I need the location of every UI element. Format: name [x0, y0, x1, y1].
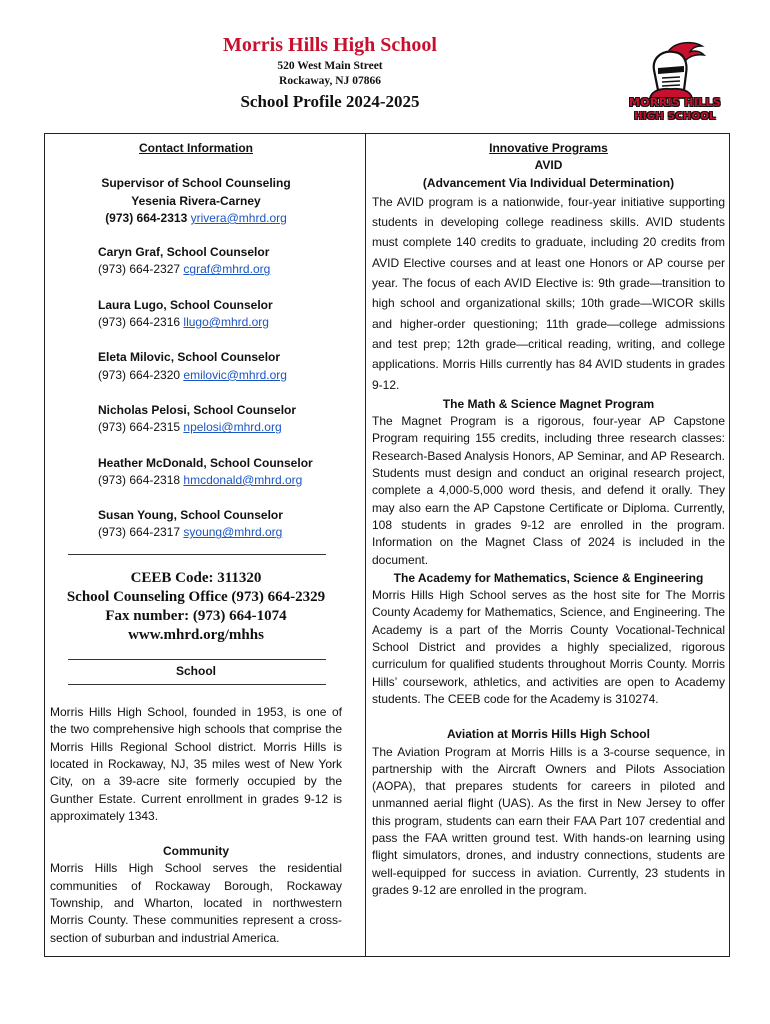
knight-helmet-icon — [622, 40, 728, 100]
profile-title: School Profile 2024-2025 — [240, 92, 420, 111]
counselor-email-link[interactable]: npelosi@mhrd.org — [183, 420, 282, 435]
fax-number: Fax number: (973) 664-1074 — [105, 607, 287, 624]
column-divider — [365, 133, 366, 957]
right-column — [372, 140, 725, 899]
school-info-block — [50, 569, 342, 645]
counselor-name: Heather McDonald, School Counselor — [98, 455, 313, 470]
counselor-email-link[interactable]: syoung@mhrd.org — [183, 525, 283, 540]
magnet-description: The Magnet Program is a rigorous, four-year AP Capstone Program requiring 155 credits, including three research classes: Research-Based Analysis Honors, AP Seminar, and AP Research. Students must design and conduct an original research project, complete a 4,000-5,000 word thesis, and defend it orally. They may also earn the AP Capstone Certificate or Diploma. Currently, 108 students in grades 9-12 are enrolled in the program. Information on the Magnet Class of 2024 is included in the document. — [372, 414, 725, 567]
supervisor-block — [50, 175, 342, 227]
supervisor-name: Yesenia Rivera-Carney — [131, 193, 261, 208]
avid-description: The AVID program is a nationwide, four-year initiative supporting students in developing college readiness skills. AVID students must complete 140 credits to graduate, including 20 credits from AVID Elective courses and at least one Honors or AP course per year. The focus of each AVID Elective is: 9th grade—transition to high school and organizational skills; 10th grade—WICOR skills and higher-order questioning; 11th grade—college admissions and test prep; 12th grade—critical reading, writing, and college applications. Morris Hills currently has 84 AVID students in grades 9-12. — [372, 194, 725, 392]
community-heading: Community — [163, 844, 229, 859]
academy-description: Morris Hills High School serves as the host site for The Morris County Academy for Mathematics, Science, and Engineering. The Academy is a part of the Morris County Vocational-Technical School District and provides a highly specialized, rigorous curriculum for qualified students throughout Morris County. Morris Hills’ coursework, athletics, and activities are open to Academy students. The CEEB code for the Academy is 310274. — [372, 588, 725, 706]
counselor-phone: (973) 664-2318 — [98, 472, 181, 487]
aviation-title: Aviation at Morris Hills High School — [447, 727, 650, 742]
counselor-contact — [50, 244, 342, 279]
school-heading: School — [175, 663, 216, 678]
website-url: www.mhrd.org/mhhs — [128, 626, 264, 643]
counselor-contact — [50, 297, 342, 332]
contact-info-heading: Contact Information — [139, 141, 253, 155]
counselor-name: Eleta Milovic, School Counselor — [98, 350, 281, 365]
counselor-name: Laura Lugo, School Counselor — [98, 297, 273, 312]
counselor-name: Caryn Graf, School Counselor — [98, 245, 270, 260]
counselor-name: Susan Young, School Counselor — [98, 508, 283, 523]
programs-heading: Innovative Programs — [489, 141, 608, 155]
counselor-email-link[interactable]: cgraf@mhrd.org — [183, 262, 271, 277]
counselor-name: Nicholas Pelosi, School Counselor — [98, 402, 297, 417]
counselor-phone: (973) 664-2320 — [98, 367, 181, 382]
logo-text-bottom: HIGH SCHOOL — [634, 111, 716, 122]
school-description: Morris Hills High School, founded in 1953, is one of the two comprehensive high schools that comprise the Morris Hills Regional School district. Morris Hills is located in Rockaway, NJ, 35 miles west of New York City, on a 39-acre site formerly occupied by the Gunther Estate. Current enrollment in grades 9-12 is approximately 1343. — [50, 705, 342, 823]
counselor-phone: (973) 664-2316 — [98, 315, 181, 330]
counselor-email-link[interactable]: llugo@mhrd.org — [183, 315, 269, 330]
counselor-phone: (973) 664-2327 — [98, 262, 181, 277]
school-logo — [622, 40, 728, 128]
aviation-description: The Aviation Program at Morris Hills is a 3-course sequence, in partnership with the Aircraft Owners and Pilots Association (AOPA), that prepares students for careers in piloted and unmanned aerial flight (UAS). As the first in New Jersey to offer this program, students can earn their FAA Part 107 credential and pass the FAA written ground test. With hands-on learning using flight simulators, drones, and industry connections, students are well-equipped for success in aviation. Currently, 23 students in grades 9-12 are enrolled in the program. — [372, 744, 725, 897]
logo-text-top: MORRIS HILLS — [629, 96, 721, 109]
supervisor-email-link[interactable]: yrivera@mhrd.org — [190, 210, 287, 225]
magnet-title: The Math & Science Magnet Program — [442, 396, 655, 411]
ceeb-code: CEEB Code: 311320 — [130, 569, 262, 586]
separator-line — [68, 659, 326, 660]
supervisor-title: Supervisor of School Counseling — [101, 176, 291, 191]
address-line-1: 520 West Main Street — [277, 60, 383, 72]
counselor-phone: (973) 664-2317 — [98, 525, 181, 540]
supervisor-phone: (973) 664-2313 — [105, 210, 188, 225]
left-column — [50, 140, 342, 947]
separator-line — [68, 554, 326, 555]
counselor-contact — [50, 455, 342, 490]
counselor-contact — [50, 349, 342, 384]
school-name-title: Morris Hills High School — [223, 34, 437, 56]
separator-line — [68, 684, 326, 685]
counselor-contact — [50, 507, 342, 542]
community-description: Morris Hills High School serves the residential communities of Rockaway Borough, Rockaway Township, and Wharton, located in northwestern Morris County. These communities represent a cross-section of suburban and industrial America. — [50, 861, 342, 945]
supervisor-contact — [50, 210, 342, 227]
counselor-email-link[interactable]: hmcdonald@mhrd.org — [183, 472, 303, 487]
page-header — [0, 0, 770, 135]
avid-title: AVID — [534, 158, 563, 173]
counseling-office-phone: School Counseling Office (973) 664-2329 — [66, 588, 326, 605]
counselor-email-link[interactable]: emilovic@mhrd.org — [183, 367, 287, 382]
counselor-contact — [50, 402, 342, 437]
avid-subtitle: (Advancement Via Individual Determination) — [422, 175, 675, 190]
address-line-2: Rockaway, NJ 07866 — [279, 75, 381, 87]
counselor-phone: (973) 664-2315 — [98, 420, 181, 435]
academy-title: The Academy for Mathematics, Science & Engineering — [393, 570, 704, 585]
